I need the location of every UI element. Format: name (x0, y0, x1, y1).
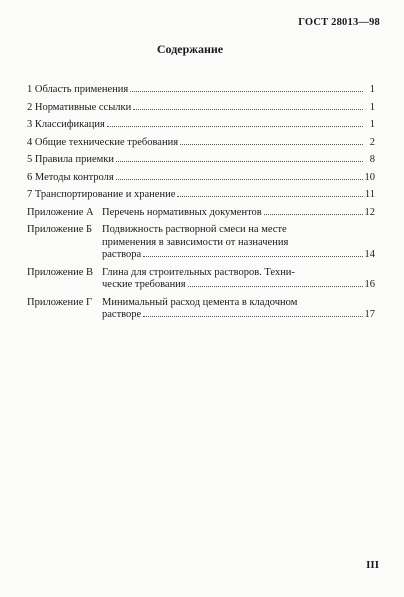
toc-entry-page: 11 (364, 189, 375, 200)
leader-dots (177, 196, 363, 197)
page-number-roman: III (366, 559, 379, 571)
leader-dots (188, 286, 363, 287)
toc-entry-page: 14 (364, 249, 375, 260)
toc-entry-section-7[interactable] (27, 189, 375, 202)
leader-dots (116, 161, 363, 162)
appendix-last-line (102, 279, 375, 292)
appendix-body (102, 224, 375, 262)
appendix-label: Приложение Г (27, 296, 93, 308)
toc-entry-page: 10 (364, 171, 375, 183)
toc-entry-label: 1 Область применения (27, 84, 129, 95)
toc-entry-page: 1 (369, 119, 375, 130)
toc-entry-appendix-v[interactable] (27, 267, 375, 292)
appendix-text-line: Минимальный расход цемента в кладочном (102, 296, 298, 308)
leader-dots (180, 144, 363, 145)
appendix-text-line: применения в зависимости от назначения (102, 236, 289, 248)
toc-entry-page: 1 (369, 84, 375, 95)
leader-dots (116, 179, 363, 180)
toc-title: Содержание (156, 42, 224, 56)
appendix-label: Приложение В (27, 266, 93, 278)
appendix-last-line (102, 249, 375, 262)
toc-entry-page: 1 (369, 101, 375, 113)
toc-entry-section-5[interactable] (27, 154, 375, 167)
document-code: ГОСТ 28013—98 (298, 17, 380, 28)
appendix-body (102, 267, 375, 292)
appendix-text-line: раствора (102, 249, 142, 260)
toc-entry-label: 5 Правила приемки (27, 154, 114, 165)
appendix-label: Приложение Б (27, 224, 93, 235)
appendix-body (102, 207, 375, 220)
toc-entry-appendix-a[interactable] (27, 207, 375, 220)
toc-entry-page: 12 (364, 206, 375, 218)
toc-entry-label: 6 Методы контроля (27, 171, 114, 183)
appendix-text-line: ческие требования (102, 279, 186, 290)
toc-entry-label: 3 Классификация (27, 119, 105, 130)
toc-entry-label: 4 Общие технические требования (27, 136, 179, 148)
leader-dots (143, 256, 362, 257)
toc-entry-appendix-b[interactable] (27, 224, 375, 262)
leader-dots (143, 316, 362, 317)
appendix-text-line: растворе (102, 309, 142, 320)
toc-entry-label: 2 Нормативные ссылки (27, 101, 132, 113)
appendix-body (102, 297, 375, 322)
leader-dots (107, 126, 363, 127)
toc-entry-page: 8 (369, 154, 375, 165)
leader-dots (264, 214, 363, 215)
appendix-last-line (102, 309, 375, 322)
toc-entry-appendix-g[interactable] (27, 297, 375, 322)
toc-entry-page: 16 (364, 279, 375, 290)
appendix-text-line: Подвижность растворной смеси на месте (102, 224, 287, 235)
table-of-contents (27, 84, 375, 322)
toc-entry-section-3[interactable] (27, 119, 375, 132)
toc-entry-label: 7 Транспортирование и хранение (27, 189, 176, 200)
leader-dots (133, 109, 363, 110)
toc-entry-section-2[interactable] (27, 102, 375, 115)
toc-entry-section-1[interactable] (27, 84, 375, 97)
toc-entry-section-6[interactable] (27, 172, 375, 185)
appendix-last-line (102, 207, 375, 220)
appendix-label: Приложение А (27, 206, 94, 218)
toc-entry-page: 17 (364, 309, 375, 320)
appendix-text-line: Перечень нормативных документов (102, 206, 262, 218)
toc-entry-section-4[interactable] (27, 137, 375, 150)
appendix-text-line: Глина для строительных растворов. Техни- (102, 266, 295, 278)
toc-entry-page: 2 (369, 136, 375, 148)
leader-dots (130, 91, 363, 92)
